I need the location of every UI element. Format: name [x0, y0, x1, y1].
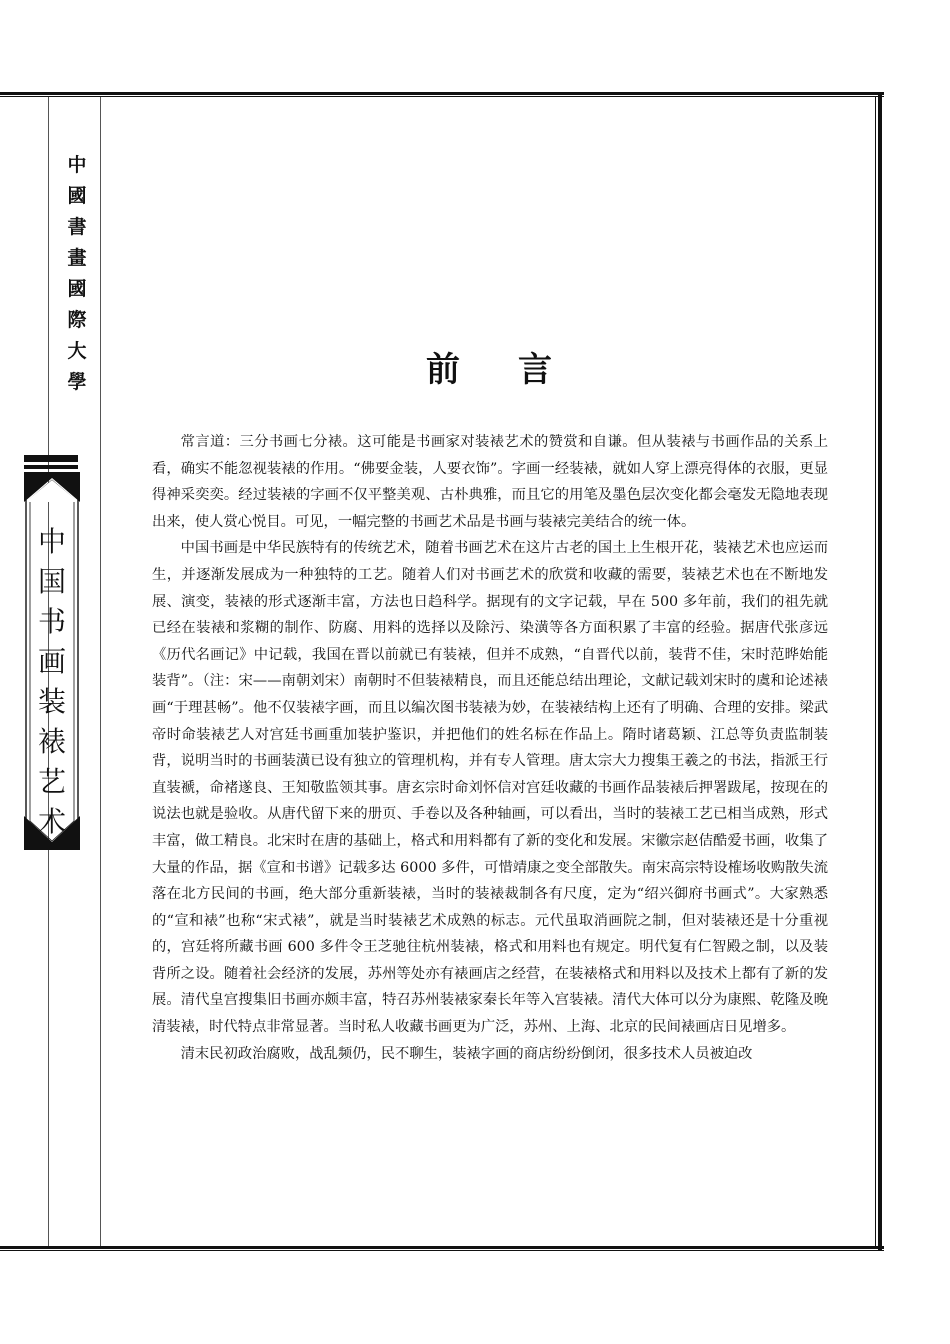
body-text: [152, 429, 828, 1067]
frame-right-border: [878, 92, 882, 1251]
paragraph: 中国书画是中华民族特有的传统艺术，随着书画艺术在这片古老的国土上生根开花，装裱艺术也应运而生，并逐渐发展成为一种独特的工艺。随着人们对书画艺术的欣赏和收藏的需要，装裱艺术也在不断地发展、演变，装裱的形式逐渐丰富，方法也日趋科学。据现有的文字记载，早在 500 多年前，我们的祖先就已经在装裱和浆糊的制作、防腐、用料的选择以及除污、染潢等各方面积累了丰富的经验。据唐代张彦远《历代名画记》中记载，我国在晋以前就已有装裱，但并不成熟，“自晋代以前，装背不佳，宋时范晔始能装背”。（注：宋——南朝刘宋）南朝时不但装裱精良，而且还能总结出理论，文献记载刘宋时的虞和论述裱画“于理甚畅”。他不仅装裱字画，而且以编次图书装裱为妙，在装裱结构上还有了明确、合理的安排。梁武帝时命装裱艺人对宫廷书画重加装护鉴识，并把他们的姓名标在作品上。隋时诸葛颖、江总等负责监制装背，说明当时的书画装潢已设有独立的管理机构，并有专人管理。唐太宗大力搜集王羲之的书法，指派王行直装褫，命褚遂良、王知敬监领其事。唐玄宗时命刘怀信对宫廷收藏的书画作品装裱后押署跋尾，按现在的说法也就是验收。从唐代留下来的册页、手卷以及各种轴画，可以看出，当时的装裱工艺已相当成熟，形式丰富，做工精良。北宋时在唐的基础上，格式和用料都有了新的变化和发展。宋徽宗赵佶酷爱书画，收集了大量的作品，据《宣和书谱》记载多达 6000 多件，可惜靖康之变全部散失。南宋高宗特设榷场收购散失流落在北方民间的书画，绝大部分重新装裱，当时的装裱裁制各有尺度，定为“绍兴御府书画式”。大家熟悉的“宣和裱”也称“宋式裱”，就是当时装裱艺术成熟的标志。元代虽取消画院之制，但对装裱还是十分重视的，宫廷将所藏书画 600 多件令王芝驰往杭州装裱，格式和用料也有规定。明代复有仁智殿之制，以及装背所之设。随着社会经济的发展，苏州等处亦有裱画店之经营，在装裱格式和用料以及技术上都有了新的发展。清代皇宫搜集旧书画亦颇丰富，特召苏州装裱家秦长年等入宫装裱。清代大体可以分为康熙、乾隆及晚清装裱，时代特点非常显著。当时私人收藏书画更为广泛，苏州、上海、北京的民间裱画店日见增多。: [152, 540, 828, 1036]
paragraph: 清末民初政治腐败，战乱频仍，民不聊生，装裱字画的商店纷纷倒闭，很多技术人员被迫改: [180, 1045, 753, 1062]
page-heading: 前言: [426, 350, 610, 390]
title-block-top-bar-thin: [24, 465, 78, 469]
title-block-top-bar: [24, 455, 78, 462]
book-title-char: 中: [37, 525, 66, 558]
paragraph: 常言道：三分书画七分裱。这可能是书画家对装裱艺术的赞赏和自谦。但从装裱与书画作品的关系上看，确实不能忽视装裱的作用。“佛要金装，人要衣饰”。字画一经装裱，就如人穿上漂亮得体的衣服，更显得神采奕奕。经过装裱的字画不仅平整美观、古朴典雅，而且它的用笔及墨色层次变化都会毫发无隐地表现出来，使人赏心悦目。可见，一幅完整的书画艺术品是书画与装裱完美结合的统一体。: [152, 434, 828, 530]
frame-top-border: [0, 92, 884, 95]
book-title-char: 书: [37, 605, 66, 638]
series-char: 國: [67, 278, 87, 300]
series-char: 畫: [67, 247, 87, 269]
series-char: 國: [67, 185, 87, 207]
series-char: 中: [67, 154, 87, 176]
book-title-char: 艺: [37, 765, 66, 798]
series-char: 書: [67, 216, 87, 238]
series-char: 學: [67, 371, 87, 393]
frame-right-inner-line: [875, 96, 876, 1248]
book-title-char: 国: [37, 565, 66, 598]
frame-bottom-inner-line: [0, 1250, 884, 1251]
series-char: 大: [67, 340, 87, 362]
book-title-vertical: [24, 522, 80, 842]
series-title-vertical: [64, 150, 90, 398]
book-title-char: 装: [37, 685, 66, 718]
spine-right-line: [100, 97, 101, 1246]
series-char: 際: [67, 309, 87, 331]
frame-bottom-border: [0, 1246, 884, 1249]
book-title-char: 术: [37, 805, 66, 838]
book-title-char: 画: [37, 645, 66, 678]
frame-top-inner-line: [0, 96, 884, 97]
book-title-char: 裱: [37, 725, 66, 758]
